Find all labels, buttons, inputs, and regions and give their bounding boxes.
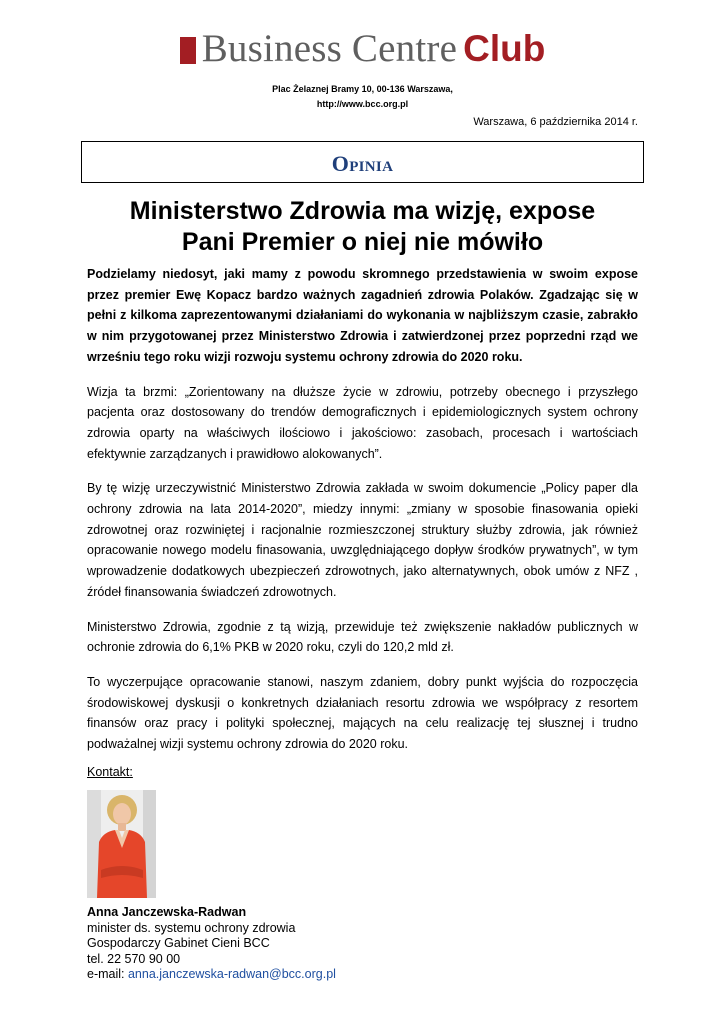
email-prefix: e-mail:: [87, 967, 128, 981]
bcc-logo: [0, 26, 725, 71]
contact-role: minister ds. systemu ochrony zdrowia: [87, 920, 296, 935]
section-label: Opinia: [331, 151, 394, 176]
lead-paragraph: Podzielamy niedosyt, jaki mamy z powodu skromnego przedstawienia w swoim expose przez premier Ewę Kopacz bardzo ważnych zagadnień zdrowia Polaków. Zgadzając się w pełni z kilkoma zaprezentowanymi działaniami do wykonania w najbliższym czasie, zabrakło w nim przygotowanej przez Ministerstwo Zdrowia i zatwierdzonej przez poprzedni rząd we wrześniu tego roku wizji rozwoju systemu ochrony zdrowia do 2020 roku.: [87, 267, 638, 364]
email-link[interactable]: anna.janczewska-radwan@bcc.org.pl: [127, 967, 336, 981]
title-line-2: Pani Premier o niej nie mówiło: [181, 228, 544, 256]
address-line: Plac Żelaznej Bramy 10, 00-136 Warszawa,: [272, 84, 453, 94]
paragraph: To wyczerpujące opracowanie stanowi, naszym zdaniem, dobry punkt wyjścia do rozpoczęcia środowiskowej dyskusji o konkretnych działaniach resortu zdrowia we współpracy z resortem finansów oraz pracy i polityki społecznej, mających na celu realizację tej słusznej i trudno podważalnej wizji systemu ochrony zdrowia do 2020 roku.: [87, 674, 638, 752]
section-label-box: [81, 141, 644, 183]
paragraph: Ministerstwo Zdrowia, zgodnie z tą wizją, przewiduje też zwiększenie nakładów publicznych w ochronie zdrowia do 6,1% PKB w 2020 roku, czyli do 120,2 mld zł.: [87, 619, 638, 655]
page-title: [0, 196, 725, 258]
contact-photo: [87, 790, 156, 898]
document-date: Warszawa, 6 października 2014 r.: [473, 116, 638, 128]
contact-phone: tel. 22 570 90 00: [87, 951, 181, 966]
article-body: [87, 264, 638, 769]
title-line-1: Ministerstwo Zdrowia ma wizję, expose: [129, 197, 596, 225]
contact-heading: Kontakt:: [87, 765, 133, 779]
website-url: http://www.bcc.org.pl: [316, 99, 409, 109]
paragraph: Wizja ta brzmi: „Zorientowany na dłuższe życie w zdrowiu, potrzeby obecnego i przyszłego pacjenta oraz dostosowany do trendów demograficznych i epidemiologicznych system ochrony zdrowia oparty na właściwych ilościowo i jakościowo: zasobach, procesach i wartościach efektywnie zarządzanych i prawidłowo alokowanych”.: [87, 384, 638, 461]
contact-email: [87, 967, 336, 983]
paragraph: By tę wizję urzeczywistnić Ministerstwo Zdrowia zakłada w swoim dokumencie „Policy paper dla ochrony zdrowia na lata 2014-2020”, miedzy innymi: „zmiany w sposobie finasowania opieki zdrowotnej oraz rozwiniętej i racjonalnie rozmieszczonej struktury służby zdrowia, jak również opracowanie nowego modelu finasowania, uwzględniającego dopływ środków prywatnych”, w tym wprowadzenie dodatkowych ubezpieczeń zdrowotnych, jako alternatywnych, obok umów z NFZ , źródeł finansowania świadczeń zdrowotnych.: [87, 481, 638, 599]
logo-square-icon: [180, 37, 196, 64]
contact-organization: Gospodarczy Gabinet Cieni BCC: [87, 936, 270, 950]
contact-name: Anna Janczewska-Radwan: [87, 905, 247, 919]
logo-accent: Club: [463, 28, 546, 69]
contact-details: [87, 905, 336, 983]
logo-text: Business Centre: [201, 27, 458, 70]
